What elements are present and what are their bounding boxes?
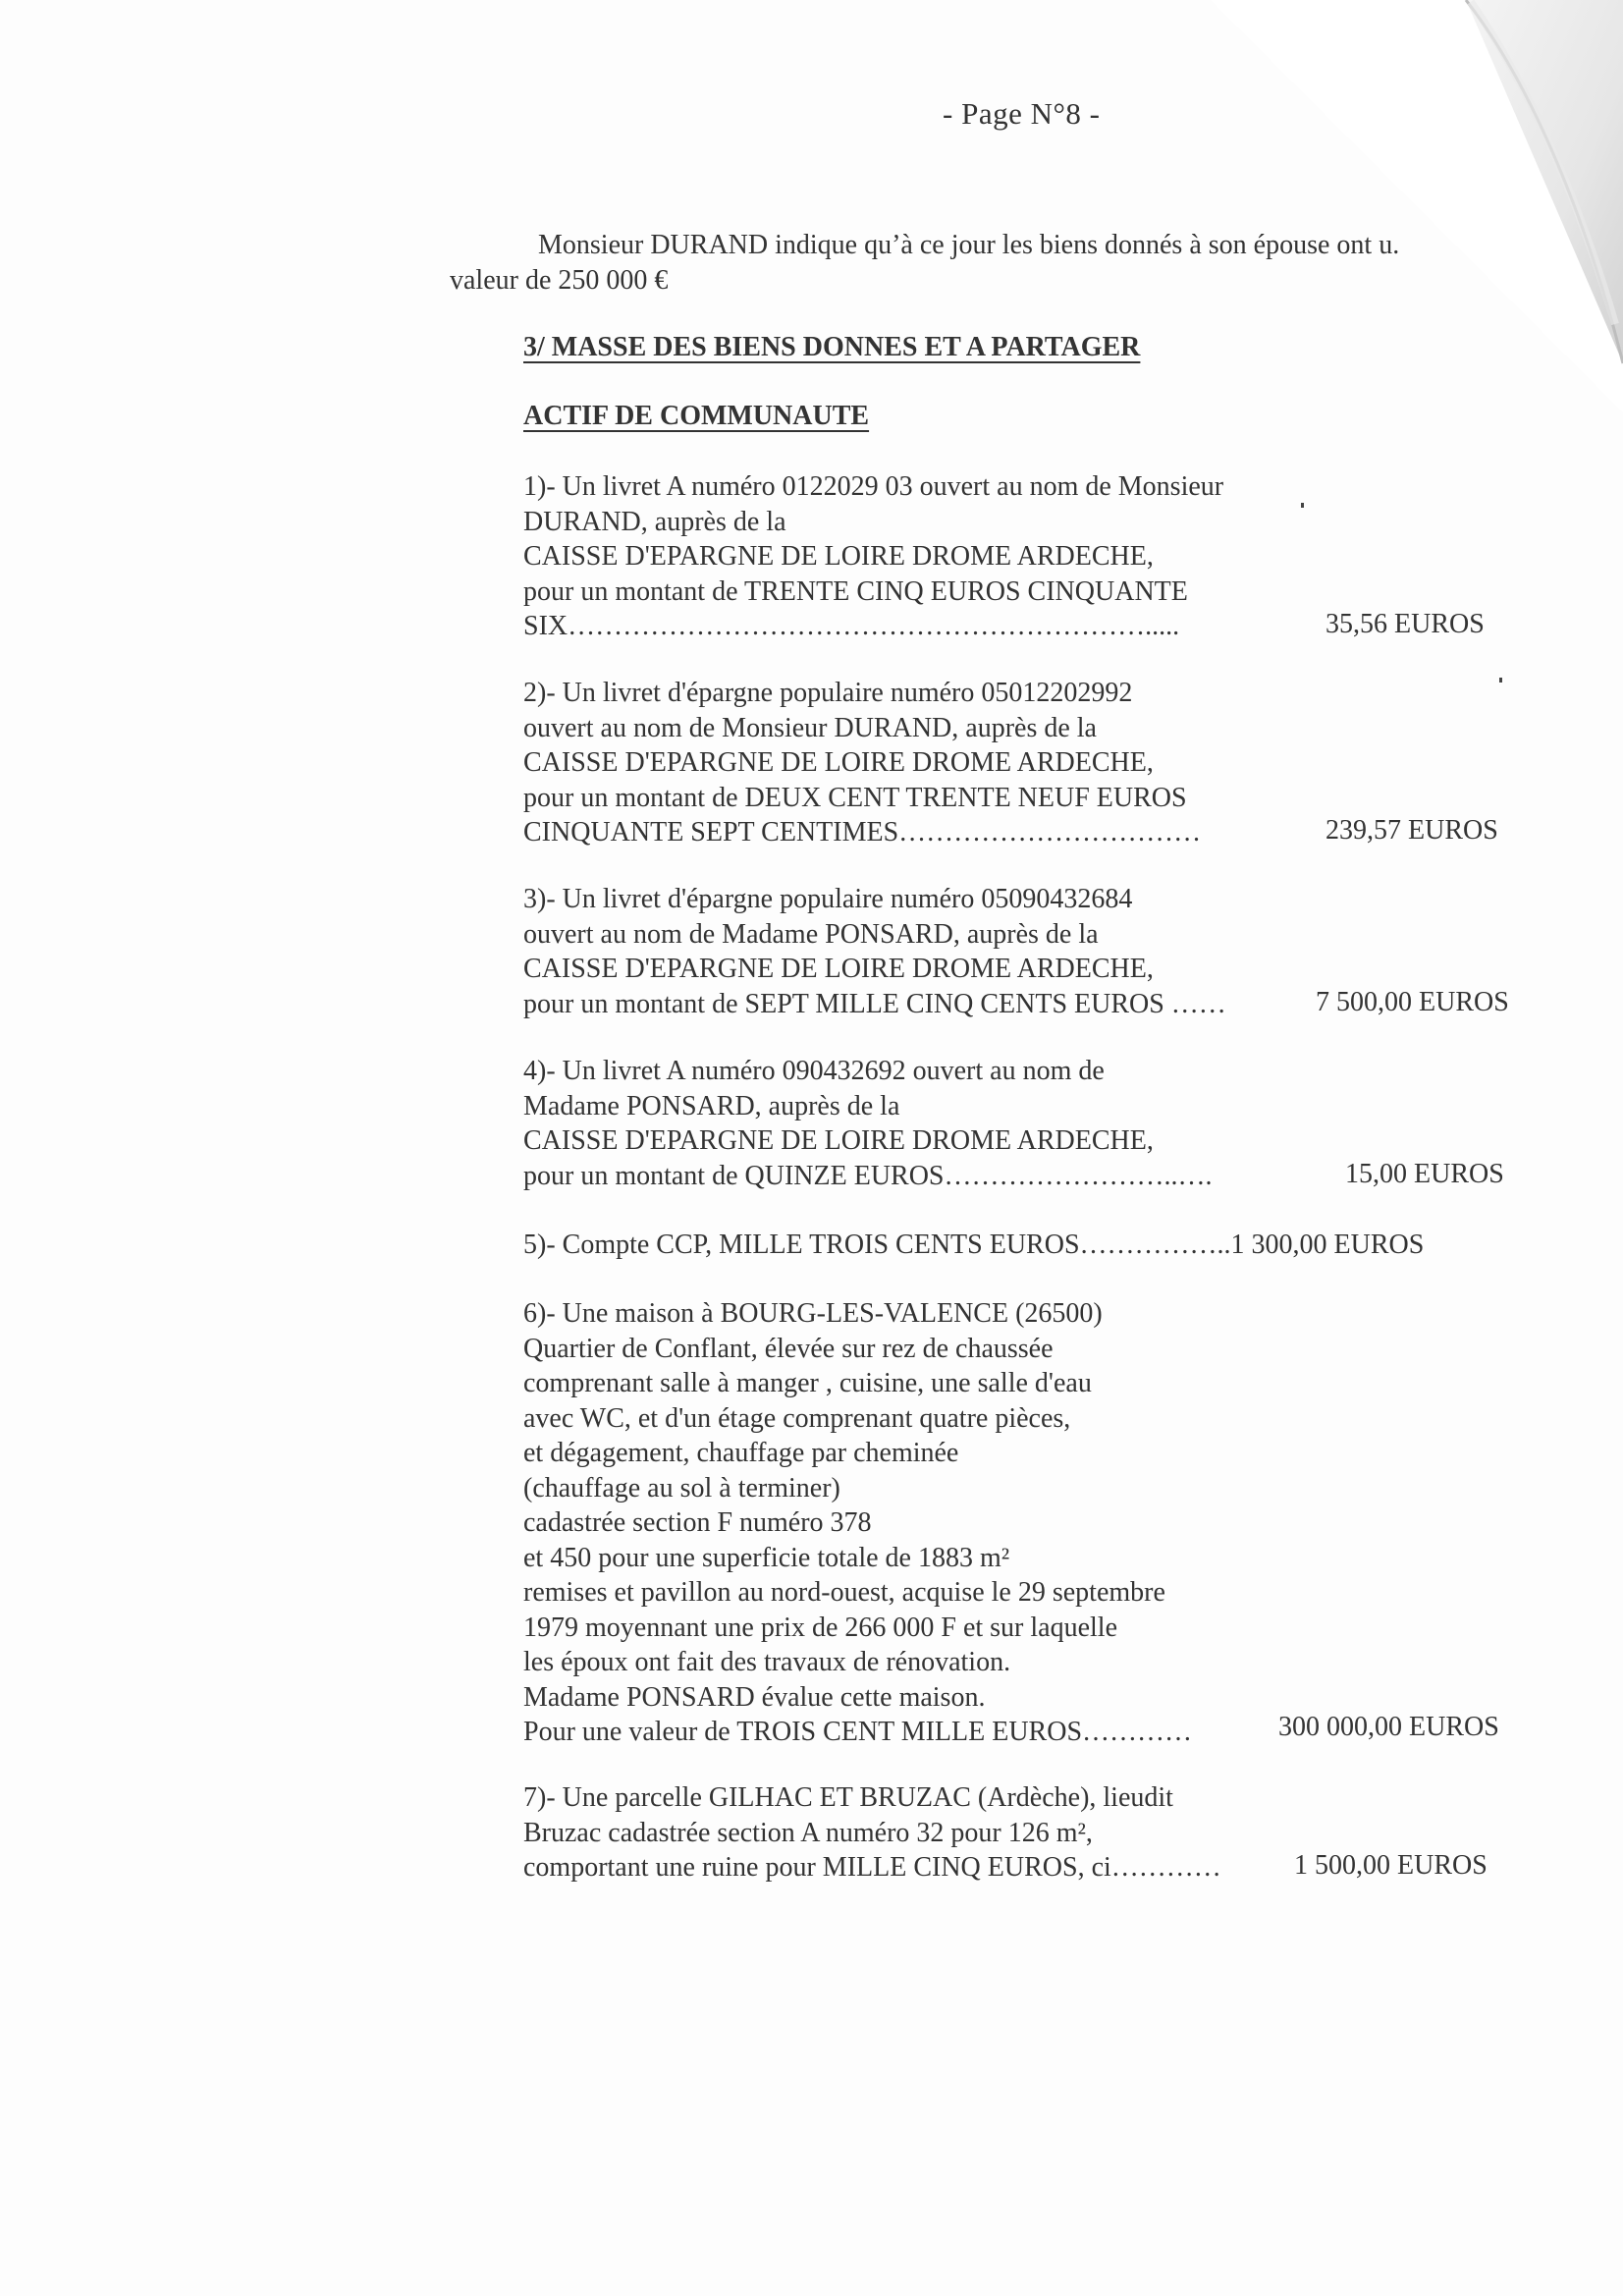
asset-line: 6)- Une maison à BOURG-LES-VALENCE (26500) (523, 1298, 1103, 1329)
asset-line: CAISSE D'EPARGNE DE LOIRE DROME ARDECHE, (523, 954, 1154, 984)
asset-line: DURAND, auprès de la (523, 506, 786, 537)
asset-line: 1979 moyennant une prix de 266 000 F et sur laquelle (523, 1612, 1117, 1643)
section-heading: 3/ MASSE DES BIENS DONNES ET A PARTAGER (523, 332, 1141, 362)
asset-line: pour un montant de QUINZE EUROS……………………..…. (523, 1160, 1213, 1191)
asset-amount: 1 500,00 EUROS (1294, 1850, 1488, 1881)
subsection-heading: ACTIF DE COMMUNAUTE (523, 401, 870, 431)
asset-line: 3)- Un livret d'épargne populaire numéro 05090432684 (523, 884, 1133, 914)
asset-line: Bruzac cadastrée section A numéro 32 pour 126 m², (523, 1817, 1093, 1848)
asset-line: 4)- Un livret A numéro 090432692 ouvert au nom de (523, 1056, 1105, 1086)
asset-amount: 300 000,00 EUROS (1278, 1712, 1499, 1742)
asset-line: CINQUANTE SEPT CENTIMES…………………………… (523, 817, 1202, 847)
asset-line: 1)- Un livret A numéro 0122029 03 ouvert au nom de Monsieur (523, 471, 1224, 502)
page-number: - Page N°8 - (943, 96, 1101, 131)
intro-line: Monsieur DURAND indique qu’à ce jour les biens donnés à son épouse ont u. (538, 230, 1400, 260)
asset-line: (chauffage au sol à terminer) (523, 1472, 840, 1503)
asset-item-6 (523, 1296, 1525, 1750)
asset-line: ouvert au nom de Madame PONSARD, auprès de la (523, 918, 1099, 950)
asset-line: comprenant salle à manger , cuisine, une salle d'eau (523, 1368, 1092, 1398)
asset-line: avec WC, et d'un étage comprenant quatre pièces, (523, 1402, 1071, 1434)
asset-line: et dégagement, chauffage par cheminée (523, 1438, 959, 1468)
folded-corner (1211, 0, 1623, 412)
asset-line: Madame PONSARD, auprès de la (523, 1090, 900, 1121)
asset-line: et 450 pour une superficie totale de 1883 m² (523, 1542, 1010, 1573)
asset-line: 5)- Compte CCP, MILLE TROIS CENTS EUROS……………..1 300,00 EUROS (523, 1230, 1425, 1260)
asset-line: ouvert au nom de Monsieur DURAND, auprès de la (523, 712, 1097, 743)
asset-line: 2)- Un livret d'épargne populaire numéro 05012202992 (523, 678, 1133, 708)
asset-line: CAISSE D'EPARGNE DE LOIRE DROME ARDECHE, (523, 747, 1154, 778)
asset-line: pour un montant de SEPT MILLE CINQ CENTS EUROS …… (523, 988, 1226, 1019)
asset-line: CAISSE D'EPARGNE DE LOIRE DROME ARDECHE, (523, 1125, 1154, 1156)
asset-amount: 35,56 EUROS (1325, 609, 1485, 639)
asset-line: CAISSE D'EPARGNE DE LOIRE DROME ARDECHE, (523, 541, 1154, 572)
asset-line: Quartier de Conflant, élevée sur rez de chaussée (523, 1333, 1054, 1364)
asset-line: comportant une ruine pour MILLE CINQ EUROS, ci………… (523, 1852, 1221, 1883)
asset-amount: 239,57 EUROS (1325, 815, 1498, 846)
intro-line: valeur de 250 000 € (450, 265, 669, 296)
asset-line: SIX………………………………………………………..... (523, 611, 1180, 641)
asset-line: 7)- Une parcelle GILHAC ET BRUZAC (Ardèche), lieudit (523, 1782, 1173, 1813)
asset-amount: 15,00 EUROS (1345, 1159, 1504, 1189)
asset-amount: 7 500,00 EUROS (1316, 987, 1509, 1017)
asset-line: les époux ont fait des travaux de rénovation. (523, 1647, 1011, 1677)
asset-line: remises et pavillon au nord-ouest, acquise le 29 septembre (523, 1577, 1165, 1608)
asset-line: pour un montant de TRENTE CINQ EUROS CINQUANTE (523, 575, 1188, 607)
asset-item-5 (523, 1228, 1525, 1263)
asset-line: Pour une valeur de TROIS CENT MILLE EUROS………… (523, 1717, 1193, 1747)
scan-speck (1301, 503, 1304, 508)
scan-speck (1499, 678, 1502, 683)
asset-line: pour un montant de DEUX CENT TRENTE NEUF EUROS (523, 782, 1187, 813)
asset-line: cadastrée section F numéro 378 (523, 1507, 872, 1538)
asset-line: Madame PONSARD évalue cette maison. (523, 1681, 986, 1713)
